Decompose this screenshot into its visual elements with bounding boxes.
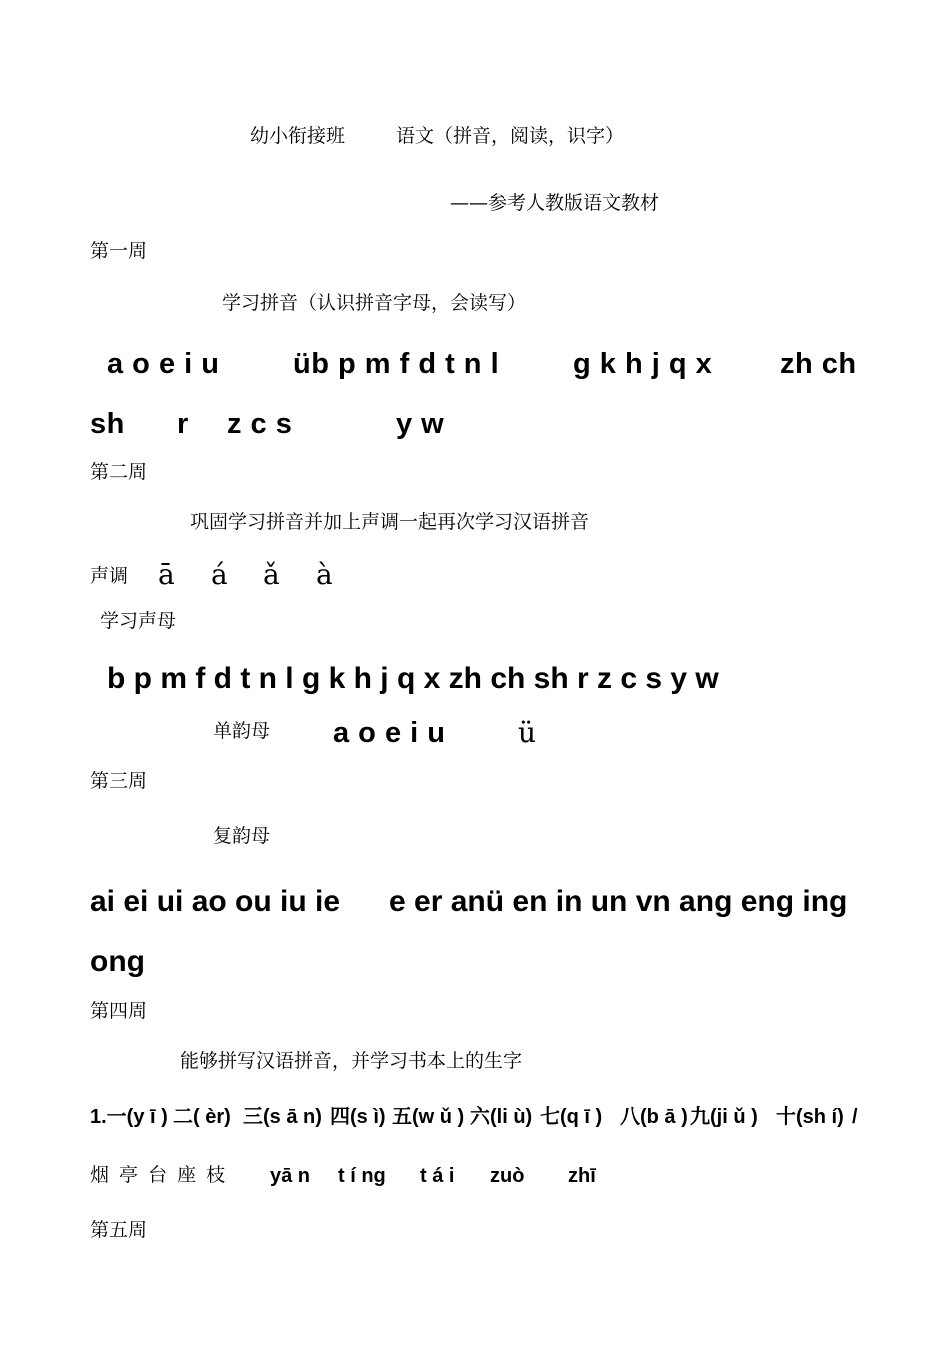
compound-finals-b: e er anü en in un vn ang eng ing	[389, 885, 848, 918]
week3-label: 复韵母	[213, 825, 271, 847]
week1-row2-r: r	[177, 408, 189, 440]
week1-row2-zcs: z c s	[227, 408, 293, 440]
number-ten: 十(sh í)	[776, 1106, 844, 1128]
title-left: 幼小衔接班	[250, 125, 346, 147]
number-eight: 八(b ā )	[620, 1106, 688, 1128]
number-nine: 九(ji ǔ )	[690, 1106, 758, 1128]
week4-intro: 能够拼写汉语拼音，并学习书本上的生字	[180, 1050, 523, 1072]
number-two: 二( èr)	[173, 1106, 231, 1128]
finals-label: 单韵母	[213, 720, 271, 742]
number-six: 六(li ù)	[470, 1106, 533, 1128]
week1-heading: 第一周	[90, 240, 148, 262]
week5-heading: 第五周	[90, 1219, 148, 1241]
week2-heading: 第二周	[90, 461, 148, 483]
initials-label: 学习声母	[100, 610, 177, 632]
week1-row1-vowels: a o e i u	[107, 348, 220, 380]
week4-heading: 第四周	[90, 1000, 148, 1022]
tone-4: à	[316, 558, 333, 591]
char-pinyin-zhi: zhī	[568, 1165, 596, 1187]
char-pinyin-zuo: zuò	[490, 1165, 525, 1187]
week1-row2-sh: sh	[90, 408, 125, 440]
subtitle: ——参考人教版语文教材	[450, 192, 660, 214]
tones-label: 声调	[90, 565, 129, 587]
char-pinyin-ting: t í ng	[338, 1165, 386, 1187]
week4-chars: 烟 亭 台 座 枝	[90, 1164, 228, 1186]
week1-row1-initials-b: g k h j q x	[573, 348, 713, 380]
week1-intro: 学习拼音（认识拼音字母，会读写）	[222, 292, 527, 314]
week1-row1-initials-a: üb p m f d t n l	[293, 348, 500, 380]
compound-finals-a: ai ei ui ao ou iu ie	[90, 885, 341, 918]
number-one: 1.一(y ī )	[90, 1106, 168, 1128]
compound-finals-ong: ong	[90, 945, 145, 978]
tone-2: á	[211, 558, 228, 591]
week3-heading: 第三周	[90, 770, 148, 792]
number-seven: 七(q ī )	[540, 1106, 603, 1128]
tone-1: ā	[158, 558, 175, 591]
number-five: 五(w ǔ )	[392, 1106, 465, 1128]
week1-row2-yw: y w	[396, 408, 445, 440]
finals-list: a o e i u	[333, 717, 446, 749]
char-pinyin-tai: t á i	[420, 1165, 455, 1187]
number-four: 四(s ì)	[330, 1106, 386, 1128]
week2-intro: 巩固学习拼音并加上声调一起再次学习汉语拼音	[190, 511, 590, 533]
week1-row1-initials-c: zh ch	[780, 348, 857, 380]
number-three: 三(s ā n)	[243, 1106, 322, 1128]
initials-list: b p m f d t n l g k h j q x zh ch sh r z c s y w	[107, 662, 719, 695]
slash: /	[852, 1106, 858, 1128]
title-right: 语文（拼音，阅读，识字）	[396, 125, 625, 147]
char-pinyin-yan: yā n	[270, 1165, 311, 1187]
tone-3: ǎ	[263, 558, 280, 591]
finals-u: ü	[518, 716, 537, 749]
